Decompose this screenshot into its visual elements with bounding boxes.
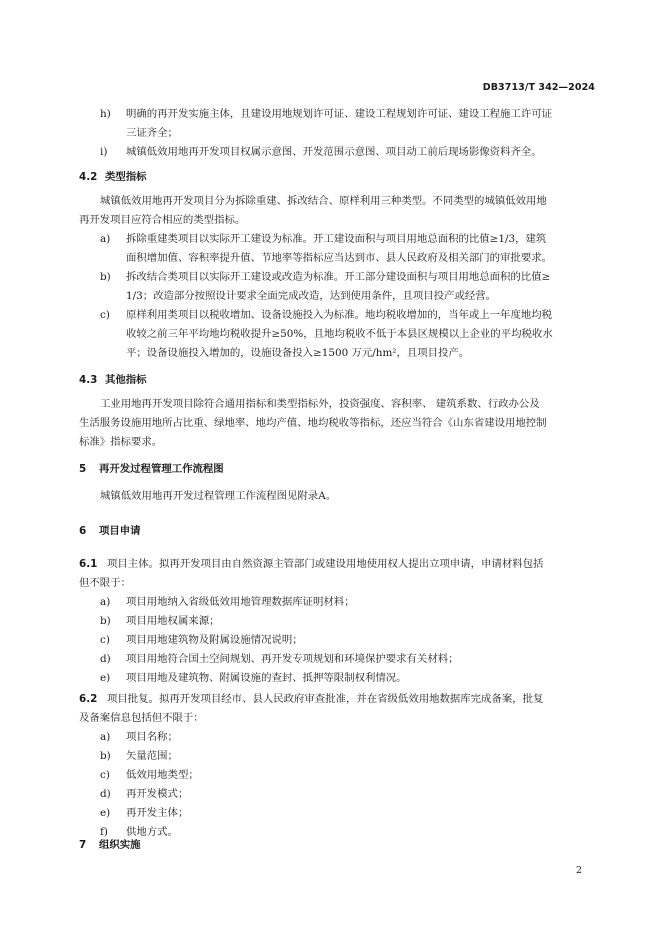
clause-6-1: 6.1 项目主体。拟再开发项目由自然资源主管部门或建设用地使用权人提出立项申请，申请材料包括 xyxy=(79,558,544,570)
paragraph-line: 城镇低效用地再开发项目分为拆除重建、拆改结合、原样利用三种类型。不同类型的城镇低效用地 xyxy=(100,195,547,207)
paragraph-line: 及备案信息包括但不限于： xyxy=(79,712,204,724)
paragraph-line: 城镇低效用地再开发过程管理工作流程图见附录A。 xyxy=(100,490,337,502)
section-heading-5: 5 再开发过程管理工作流程图 xyxy=(79,463,224,475)
list-item-continuation: 面积增加值、容积率提升值、节地率等指标应当达到市、县人民政府及相关部门的审批要求。 xyxy=(126,252,553,264)
section-heading-7: 7 组织实施 xyxy=(79,839,141,851)
page-number: 2 xyxy=(575,865,582,876)
paragraph-line: 工业用地再开发项目除符合通用指标和类型指标外，投资强度、容积率、 建筑系数、行政办公及 xyxy=(100,398,540,410)
list-item-continuation: 平；设备设施投入增加的，设施设备投入≥1500 万元/hm²，且项目投产。 xyxy=(126,347,470,359)
list-item-continuation: 三证齐全； xyxy=(126,127,178,139)
section-heading-4-3: 4.3 其他指标 xyxy=(79,374,147,386)
clause-6-2: 6.2 项目批复。拟再开发项目经市、县人民政府审查批准，并在省级低效用地数据库完成备案，批复 xyxy=(79,693,544,705)
section-heading-4-2: 4.2 类型指标 xyxy=(79,171,147,183)
section-heading-6: 6 项目申请 xyxy=(79,525,141,537)
paragraph-line: 标准》指标要求。 xyxy=(79,436,163,448)
document-id: DB3713/T 342—2024 xyxy=(482,82,595,93)
paragraph-line: 但不限于： xyxy=(79,577,131,589)
list-item-continuation: 收较之前三年平均地均税收提升≥50%，且地均税收不低于本县区规模以上企业的平均税收水 xyxy=(126,328,553,340)
list-item-continuation: 1/3；改造部分按照设计要求全面完成改造，达到使用条件，且项目投产或经营。 xyxy=(126,290,497,302)
paragraph-line: 生活服务设施用地所占比重、绿地率、地均产值、地均税收等指标，还应当符合《山东省建设用地控制 xyxy=(79,417,547,429)
paragraph-line: 再开发项目应符合相应的类型指标。 xyxy=(79,214,246,226)
